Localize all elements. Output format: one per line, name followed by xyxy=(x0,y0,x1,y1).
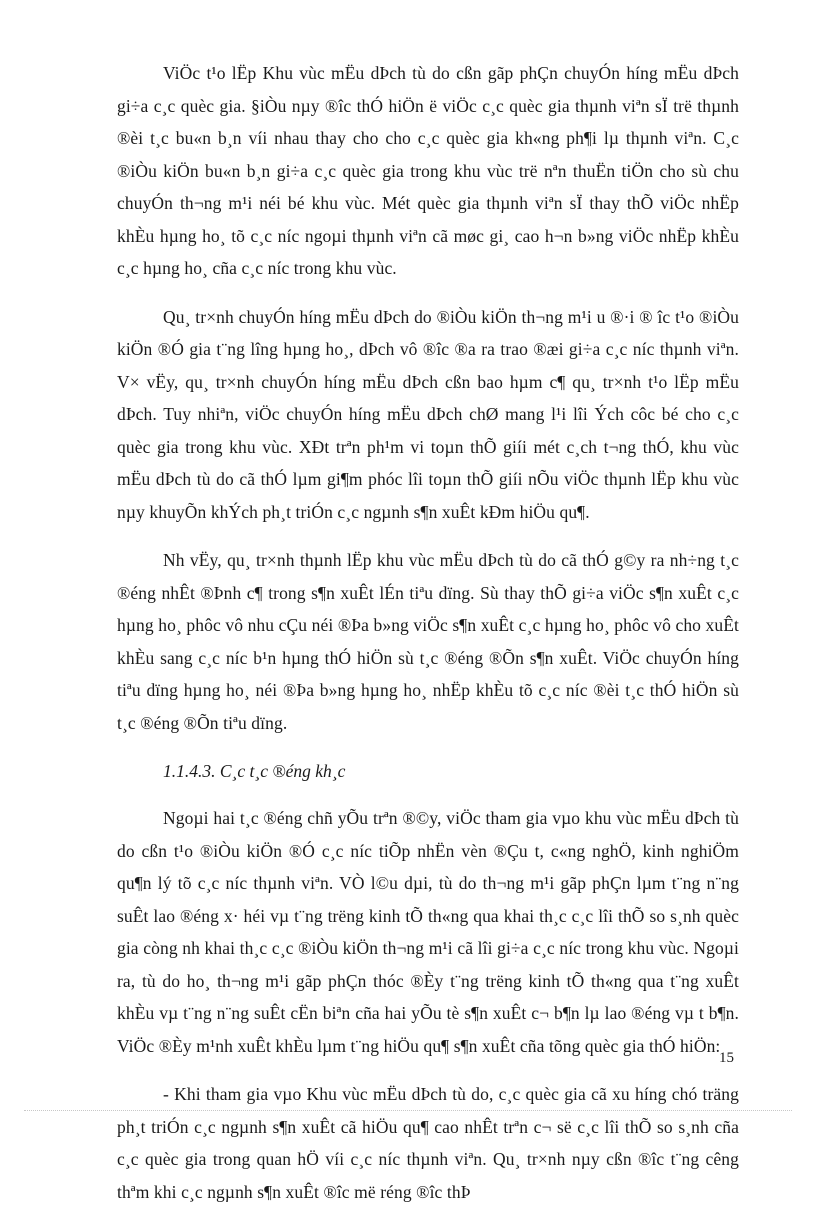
paragraph-2: Qu¸ tr×nh chuyÓn híng mËu dÞch do ®iÒu kiÖn th¬ng m¹i u ®·i ® îc t¹o ®iÒu kiÖn ®Ó gia t¨ng lîng hµng ho¸, dÞch vô ®îc ®a ra trao ®æi gi÷a c¸c níc thµnh viªn. V× vËy, qu¸ tr×nh chuyÓn híng mËu dÞch cßn bao hµm c¶ qu¸ tr×nh t¹o lËp mËu dÞch. Tuy nhiªn, viÖc chuyÓn híng mËu dÞch chØ mang l¹i lîi Ých côc bé cho c¸c quèc gia trong khu vùc. XÐt trªn ph¹m vi toµn thÕ giíi mét c¸ch t¬ng thÓ, khu vùc mËu dÞch tù do cã thÓ lµm gi¶m phóc lîi toµn thÕ giíi nÕu viÖc thµnh lËp khu vùc nµy khuyÕn khÝch ph¸t triÓn c¸c ngµnh s¶n xuÊt kÐm hiÖu qu¶. xyxy=(117,306,739,522)
section-heading: 1.1.4.3. C¸c t¸c ®éng kh¸c xyxy=(163,761,346,781)
page-bottom-divider xyxy=(24,1110,792,1111)
page-body xyxy=(117,57,739,1224)
paragraph-5: - Khi tham gia vµo Khu vùc mËu dÞch tù do, c¸c quèc gia cã xu híng chó träng ph¸t triÓn c¸c ngµnh s¶n xuÊt cã hiÖu qu¶ cao nhÊt trªn c¬ së c¸c lîi thÕ so s¸nh cña c¸c quèc gia trong quan hÖ víi c¸c níc thµnh viªn. Qu¸ tr×nh nµy cßn ®îc t¨ng cêng thªm khi c¸c ngµnh s¶n xuÊt ®îc më réng ®îc thÞ xyxy=(117,1084,739,1202)
paragraph-3: Nh vËy, qu¸ tr×nh thµnh lËp khu vùc mËu dÞch tù do cã thÓ g©y ra nh÷ng t¸c ®éng nhÊt ®Þnh c¶ trong s¶n xuÊt lÉn tiªu dïng. Sù thay thÕ gi÷a viÖc s¶n xuÊt c¸c hµng ho¸ phôc vô nhu cÇu néi ®Þa b»ng viÖc s¶n xuÊt c¸c hµng ho¸ phôc vô cho xuÊt khÈu sang c¸c níc b¹n hµng thÓ hiÖn sù t¸c ®éng ®Õn s¶n xuÊt. ViÖc chuyÓn híng tiªu dïng hµng ho¸ néi ®Þa b»ng hµng ho¸ nhËp khÈu tõ c¸c níc ®èi t¸c thÓ hiÖn sù t¸c ®éng ®Õn tiªu dïng. xyxy=(117,550,739,733)
page-number: 15 xyxy=(719,1050,734,1066)
paragraph-4: Ngoµi hai t¸c ®éng chñ yÕu trªn ®©y, viÖc tham gia vµo khu vùc mËu dÞch tù do cßn t¹o ®iÒu kiÖn ®Ó c¸c níc tiÕp nhËn vèn ®Çu t, c«ng nghÖ, kinh nghiÖm qu¶n lý tõ c¸c níc thµnh viªn. VÒ l©u dµi, tù do th¬ng m¹i gãp phÇn lµm t¨ng n¨ng suÊt lao ®éng x· héi vµ t¨ng trëng kinh tÕ th«ng qua khai th¸c c¸c lîi thÕ so s¸nh quèc gia còng nh khai th¸c c¸c ®iÒu kiÖn th¬ng m¹i cã lîi gi÷a c¸c níc trong khu vùc. Ngoµi ra, tù do ho¸ th¬ng m¹i gãp phÇn thóc ®Èy t¨ng trëng kinh tÕ th«ng qua t¨ng xuÊt khÈu vµ t¨ng n¨ng suÊt cËn biªn cña hai yÕu tè s¶n xuÊt c¬ b¶n lµ lao ®éng vµ t b¶n. ViÖc ®Èy m¹nh xuÊt khÈu lµm t¨ng hiÖu qu¶ s¶n xuÊt cña tõng quèc gia thÓ hiÖn: xyxy=(117,808,739,1056)
paragraph-1: ViÖc t¹o lËp Khu vùc mËu dÞch tù do cßn gãp phÇn chuyÓn híng mËu dÞch gi÷a c¸c quèc gia. §iÒu nµy ®îc thÓ hiÖn ë viÖc c¸c quèc gia thµnh viªn sÏ trë thµnh ®èi t¸c bu«n b¸n víi nhau thay cho cho c¸c quèc gia kh«ng ph¶i lµ thµnh viªn. C¸c ®iÒu kiÖn bu«n b¸n gi÷a c¸c quèc gia trong khu vùc trë nªn thuËn tiÖn cho sù chu chuyÓn th¬ng m¹i néi bé khu vùc. Mét quèc gia thµnh viªn sÏ thay thÕ viÖc nhËp khÈu hµng ho¸ tõ c¸c níc ngoµi thµnh viªn cã møc gi¸ cao h¬n b»ng viÖc nhËp khÈu c¸c hµng ho¸ cña c¸c níc trong khu vùc. xyxy=(117,63,739,278)
